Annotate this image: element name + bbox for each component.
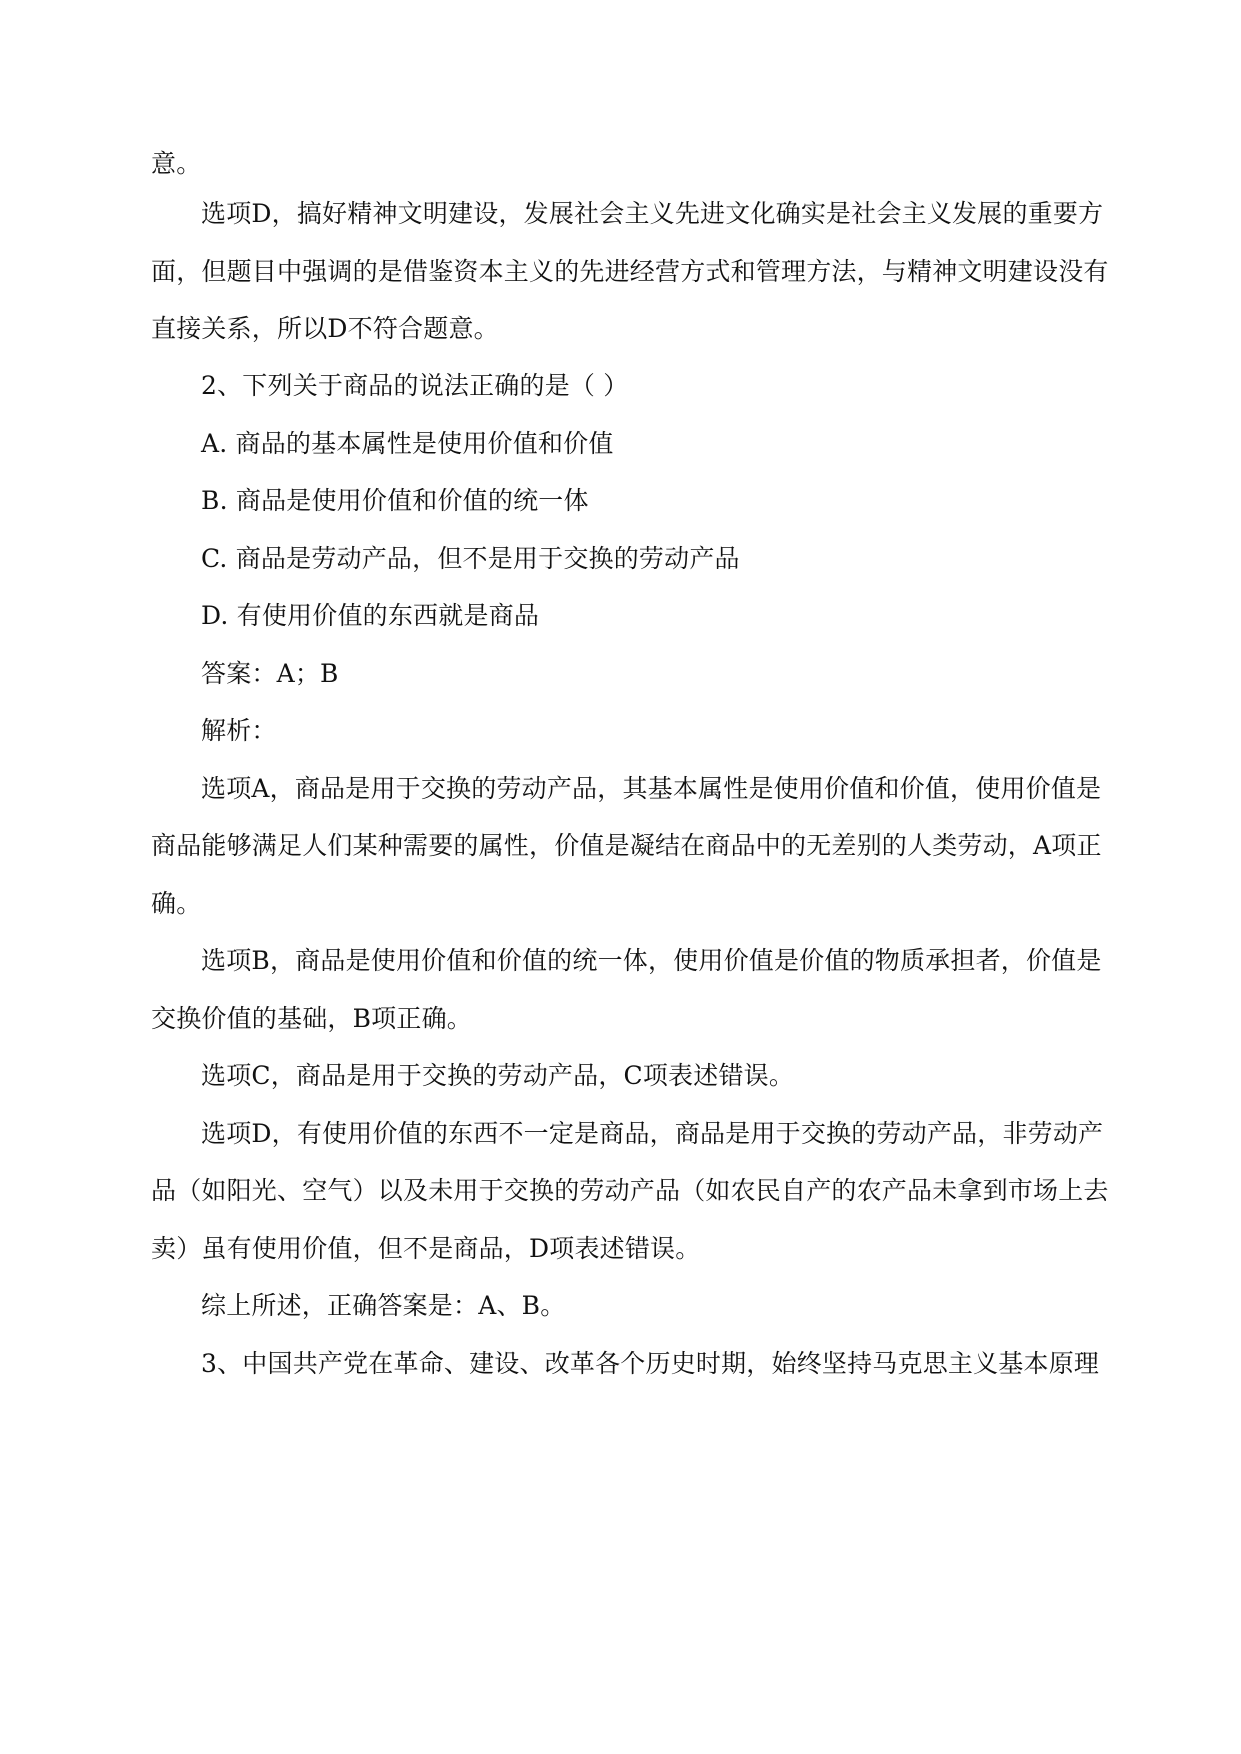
text-line: 选项D，有使用价值的东西不一定是商品，商品是用于交换的劳动产品，非劳动产: [201, 1119, 1104, 1148]
answer-line: 答案：A；B: [201, 659, 339, 688]
text-line: 选项B，商品是使用价值和价值的统一体，使用价值是价值的物质承担者，价值是: [201, 946, 1102, 975]
text-line: 商品能够满足人们某种需要的属性，价值是凝结在商品中的无差别的人类劳动，A项正: [151, 831, 1102, 860]
text-line: 品（如阳光、空气）以及未用于交换的劳动产品（如农民自产的农产品未拿到市场上去: [151, 1176, 1109, 1205]
option-c: C. 商品是劳动产品，但不是用于交换的劳动产品: [201, 544, 740, 573]
text-line: 面，但题目中强调的是借鉴资本主义的先进经营方式和管理方法，与精神文明建设没有: [151, 257, 1109, 286]
text-line: 选项A，商品是用于交换的劳动产品，其基本属性是使用价值和价值，使用价值是: [201, 774, 1102, 803]
text-line: 卖）虽有使用价值，但不是商品，D项表述错误。: [151, 1234, 701, 1263]
option-b: B. 商品是使用价值和价值的统一体: [201, 486, 589, 515]
text-line: 意。: [151, 149, 202, 178]
option-d: D. 有使用价值的东西就是商品: [201, 601, 540, 630]
question-3-stem: 3、中国共产党在革命、建设、改革各个历史时期，始终坚持马克思主义基本原理: [201, 1349, 1100, 1378]
text-line: 交换价值的基础，B项正确。: [151, 1004, 472, 1033]
text-line: 选项C，商品是用于交换的劳动产品，C项表述错误。: [201, 1061, 795, 1090]
text-line: 选项D，搞好精神文明建设，发展社会主义先进文化确实是社会主义发展的重要方: [201, 199, 1104, 228]
question-2-stem: 2、下列关于商品的说法正确的是（ ）: [201, 371, 629, 400]
option-a: A. 商品的基本属性是使用价值和价值: [201, 429, 614, 458]
text-line: 确。: [151, 889, 202, 918]
text-line: 直接关系，所以D不符合题意。: [151, 314, 499, 343]
analysis-heading: 解析：: [201, 716, 277, 745]
summary-line: 综上所述，正确答案是：A、B。: [201, 1291, 566, 1320]
